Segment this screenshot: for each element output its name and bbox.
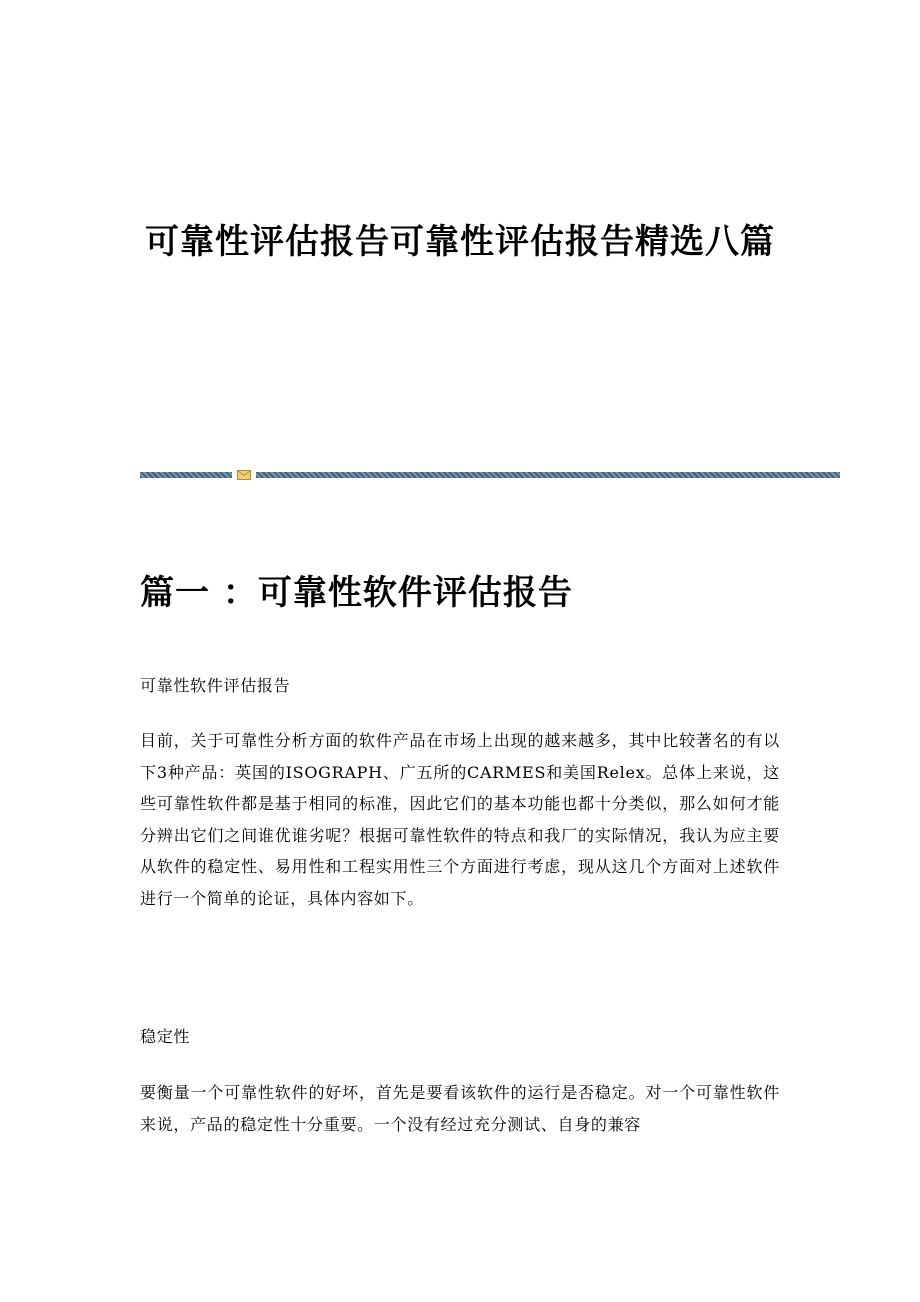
document-title: 可靠性评估报告可靠性评估报告精选八篇: [145, 222, 775, 262]
divider-bar-left: [140, 472, 232, 478]
section-heading: 篇一 ：可靠性软件评估报告: [140, 573, 573, 613]
subheading-stability: 稳定性: [140, 1027, 191, 1046]
divider-bar-right: [256, 472, 840, 478]
envelope-ornament-icon: [237, 470, 251, 480]
section-divider: [140, 470, 840, 479]
body-paragraph-intro: 目前，关于可靠性分析方面的软件产品在市场上出现的越来越多，其中比较著名的有以下3种产品：英国的ISOGRAPH、广五所的CARMES和美国Relex。总体上来说，这些可靠性软件都是基于相同的标准，因此它们的基本功能也都十分类似，那么如何才能分辨出它们之间谁优谁劣呢？根据可靠性软件的特点和我厂的实际情况，我认为应主要从软件的稳定性、易用性和工程实用性三个方面进行考虑，现从这几个方面对上述软件进行一个简单的论证，具体内容如下。: [140, 731, 780, 908]
subtitle-paragraph: 可靠性软件评估报告: [140, 676, 291, 695]
body-paragraph-stability: 要衡量一个可靠性软件的好坏，首先是要看该软件的运行是否稳定。对一个可靠性软件来说，产品的稳定性十分重要。一个没有经过充分测试、自身的兼容: [140, 1083, 780, 1134]
